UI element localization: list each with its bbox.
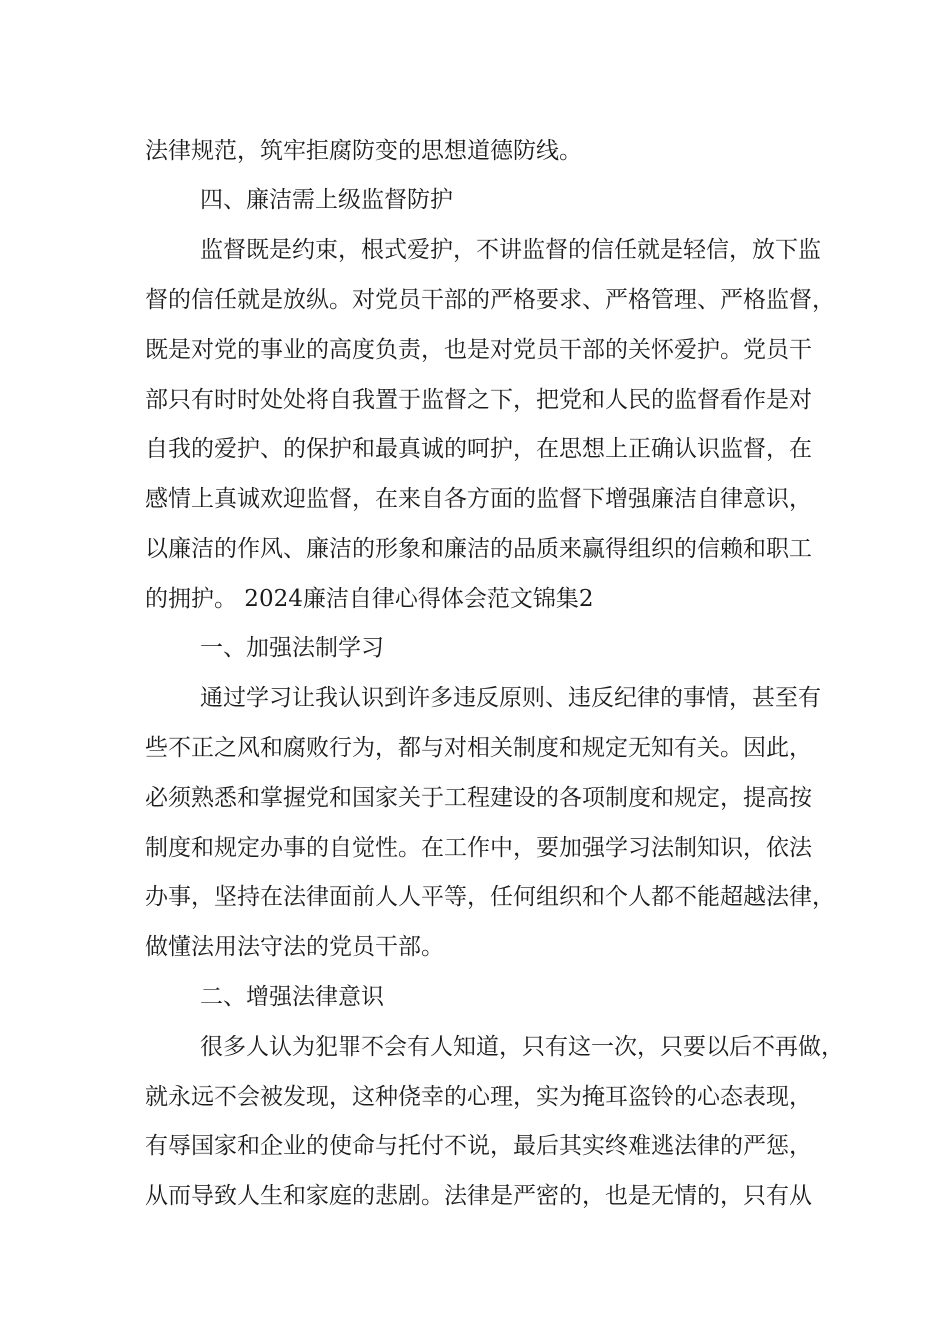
text-line: 部只有时时处处将自我置于监督之下，把党和人民的监督看作是对 (145, 387, 812, 413)
text-line: 有辱国家和企业的使命与托付不说，最后其实终难逃法律的严惩， (145, 1133, 812, 1159)
section-heading: 二、增强法律意识 (200, 984, 384, 1010)
text-line: 自我的爱护、的保护和最真诚的呵护，在思想上正确认识监督，在 (145, 436, 812, 462)
text-line: 感情上真诚欢迎监督，在来自各方面的监督下增强廉洁自律意识， (145, 486, 812, 512)
text-line: 从而导致人生和家庭的悲剧。法律是严密的，也是无情的，只有从 (145, 1183, 812, 1209)
text-line: 就永远不会被发现，这种侥幸的心理，实为掩耳盗铃的心态表现， (145, 1084, 812, 1110)
text-line: 办事，坚持在法律面前人人平等，任何组织和个人都不能超越法律， (145, 884, 835, 910)
text-line: 督的信任就是放纵。对党员干部的严格要求、严格管理、严格监督， (145, 287, 835, 313)
text-line: 监督既是约束，根式爱护，不讲监督的信任就是轻信，放下监 (200, 237, 821, 263)
text-line: 法律规范，筑牢拒腐防变的思想道德防线。 (145, 138, 582, 164)
section-heading: 四、廉洁需上级监督防护 (200, 187, 453, 213)
text-line: 以廉洁的作风、廉洁的形象和廉洁的品质来赢得组织的信赖和职工 (145, 536, 812, 562)
text-line: 通过学习让我认识到许多违反原则、违反纪律的事情，甚至有 (200, 685, 821, 711)
text-line: 很多人认为犯罪不会有人知道，只有这一次，只要以后不再做， (200, 1034, 844, 1060)
text-line: 既是对党的事业的高度负责，也是对党员干部的关怀爱护。党员干 (145, 337, 812, 363)
text-line: 制度和规定办事的自觉性。在工作中，要加强学习法制知识，依法 (145, 835, 812, 861)
text-line: 做懂法用法守法的党员干部。 (145, 934, 444, 960)
section-heading: 一、加强法制学习 (200, 635, 384, 661)
text-line: 必须熟悉和掌握党和国家关于工程建设的各项制度和规定，提高按 (145, 785, 812, 811)
text-line: 的拥护。 2024廉洁自律心得体会范文锦集2 (145, 586, 594, 612)
text-line: 些不正之风和腐败行为，都与对相关制度和规定无知有关。因此， (145, 735, 812, 761)
